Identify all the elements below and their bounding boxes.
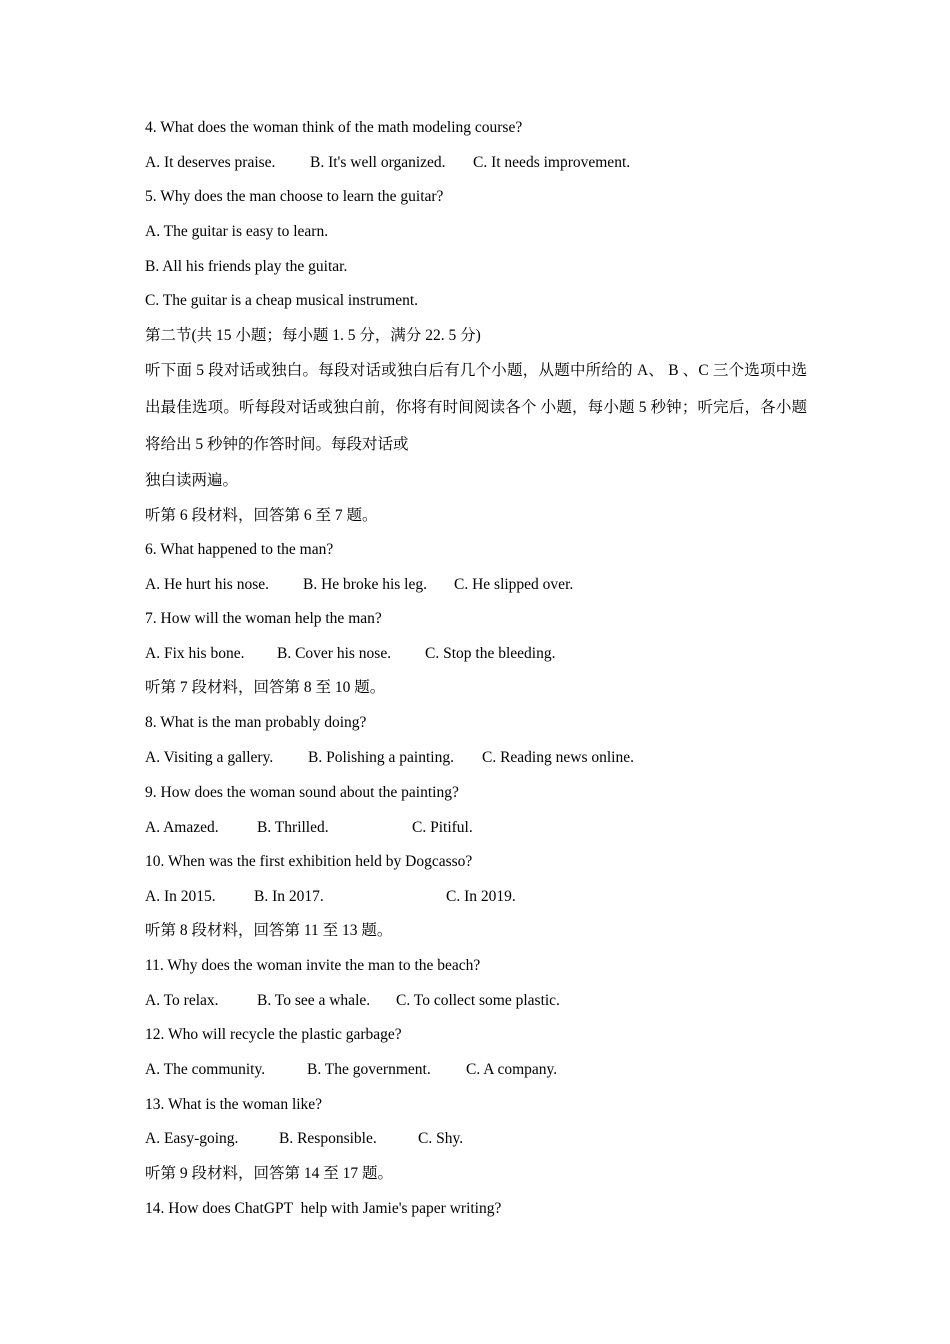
option-13a: A. Easy-going. (145, 1130, 239, 1147)
question-6: 6. What happened to the man? (145, 541, 334, 558)
option-7c: C. Stop the bleeding. (425, 645, 556, 662)
option-6b: B. He broke his leg. (303, 576, 427, 593)
option-10c: C. In 2019. (446, 888, 516, 905)
material-7-intro: 听第 7 段材料，回答第 8 至 10 题。 (145, 679, 386, 696)
option-8c: C. Reading news online. (482, 749, 634, 766)
section-2-instructions-tail: 独白读两遍。 (145, 472, 239, 489)
section-2-instructions: 听下面 5 段对话或独白。每段对话或独白后有几个小题，从题中所给的 A、 B 、C 三个选项中选出最佳选项。听每段对话或独白前，你将有时间阅读各个 小题，每小题 5 秒钟；听完后，各小题将给出 5 秒钟的作答时间。每段对话或 (145, 362, 807, 453)
question-14: 14. How does ChatGPT help with Jamie's paper writing? (145, 1200, 502, 1217)
option-10b: B. In 2017. (254, 888, 324, 905)
option-9c: C. Pitiful. (412, 819, 473, 836)
option-11a: A. To relax. (145, 992, 219, 1009)
material-6-intro: 听第 6 段材料，回答第 6 至 7 题。 (145, 507, 378, 524)
option-4b: B. It's well organized. (310, 154, 446, 171)
question-4: 4. What does the woman think of the math modeling course? (145, 119, 523, 136)
option-10a: A. In 2015. (145, 888, 216, 905)
question-13: 13. What is the woman like? (145, 1096, 323, 1113)
option-4c: C. It needs improvement. (473, 154, 631, 171)
question-10: 10. When was the first exhibition held by Dogcasso? (145, 853, 473, 870)
option-9b: B. Thrilled. (257, 819, 329, 836)
option-6a: A. He hurt his nose. (145, 576, 269, 593)
option-7a: A. Fix his bone. (145, 645, 245, 662)
option-7b: B. Cover his nose. (277, 645, 392, 662)
option-13c: C. Shy. (418, 1130, 464, 1147)
option-6c: C. He slipped over. (454, 576, 574, 593)
option-4a: A. It deserves praise. (145, 154, 276, 171)
option-5a: A. The guitar is easy to learn. (145, 223, 329, 240)
option-11c: C. To collect some plastic. (396, 992, 560, 1009)
question-9: 9. How does the woman sound about the painting? (145, 784, 459, 801)
option-12b: B. The government. (307, 1061, 431, 1078)
material-9-intro: 听第 9 段材料，回答第 14 至 17 题。 (145, 1165, 394, 1182)
question-8: 8. What is the man probably doing? (145, 714, 367, 731)
question-11: 11. Why does the woman invite the man to the beach? (145, 957, 481, 974)
option-12c: C. A company. (466, 1061, 558, 1078)
option-13b: B. Responsible. (279, 1130, 377, 1147)
option-11b: B. To see a whale. (257, 992, 371, 1009)
question-5: 5. Why does the man choose to learn the guitar? (145, 188, 444, 205)
option-12a: A. The community. (145, 1061, 266, 1078)
option-5c: C. The guitar is a cheap musical instrument. (145, 292, 419, 309)
option-8a: A. Visiting a gallery. (145, 749, 274, 766)
material-8-intro: 听第 8 段材料，回答第 11 至 13 题。 (145, 922, 393, 939)
section-2-heading: 第二节(共 15 小题；每小题 1. 5 分，满分 22. 5 分) (145, 327, 481, 344)
option-5b: B. All his friends play the guitar. (145, 258, 348, 275)
option-9a: A. Amazed. (145, 819, 219, 836)
option-8b: B. Polishing a painting. (308, 749, 454, 766)
question-7: 7. How will the woman help the man? (145, 610, 382, 627)
question-12: 12. Who will recycle the plastic garbage? (145, 1026, 402, 1043)
